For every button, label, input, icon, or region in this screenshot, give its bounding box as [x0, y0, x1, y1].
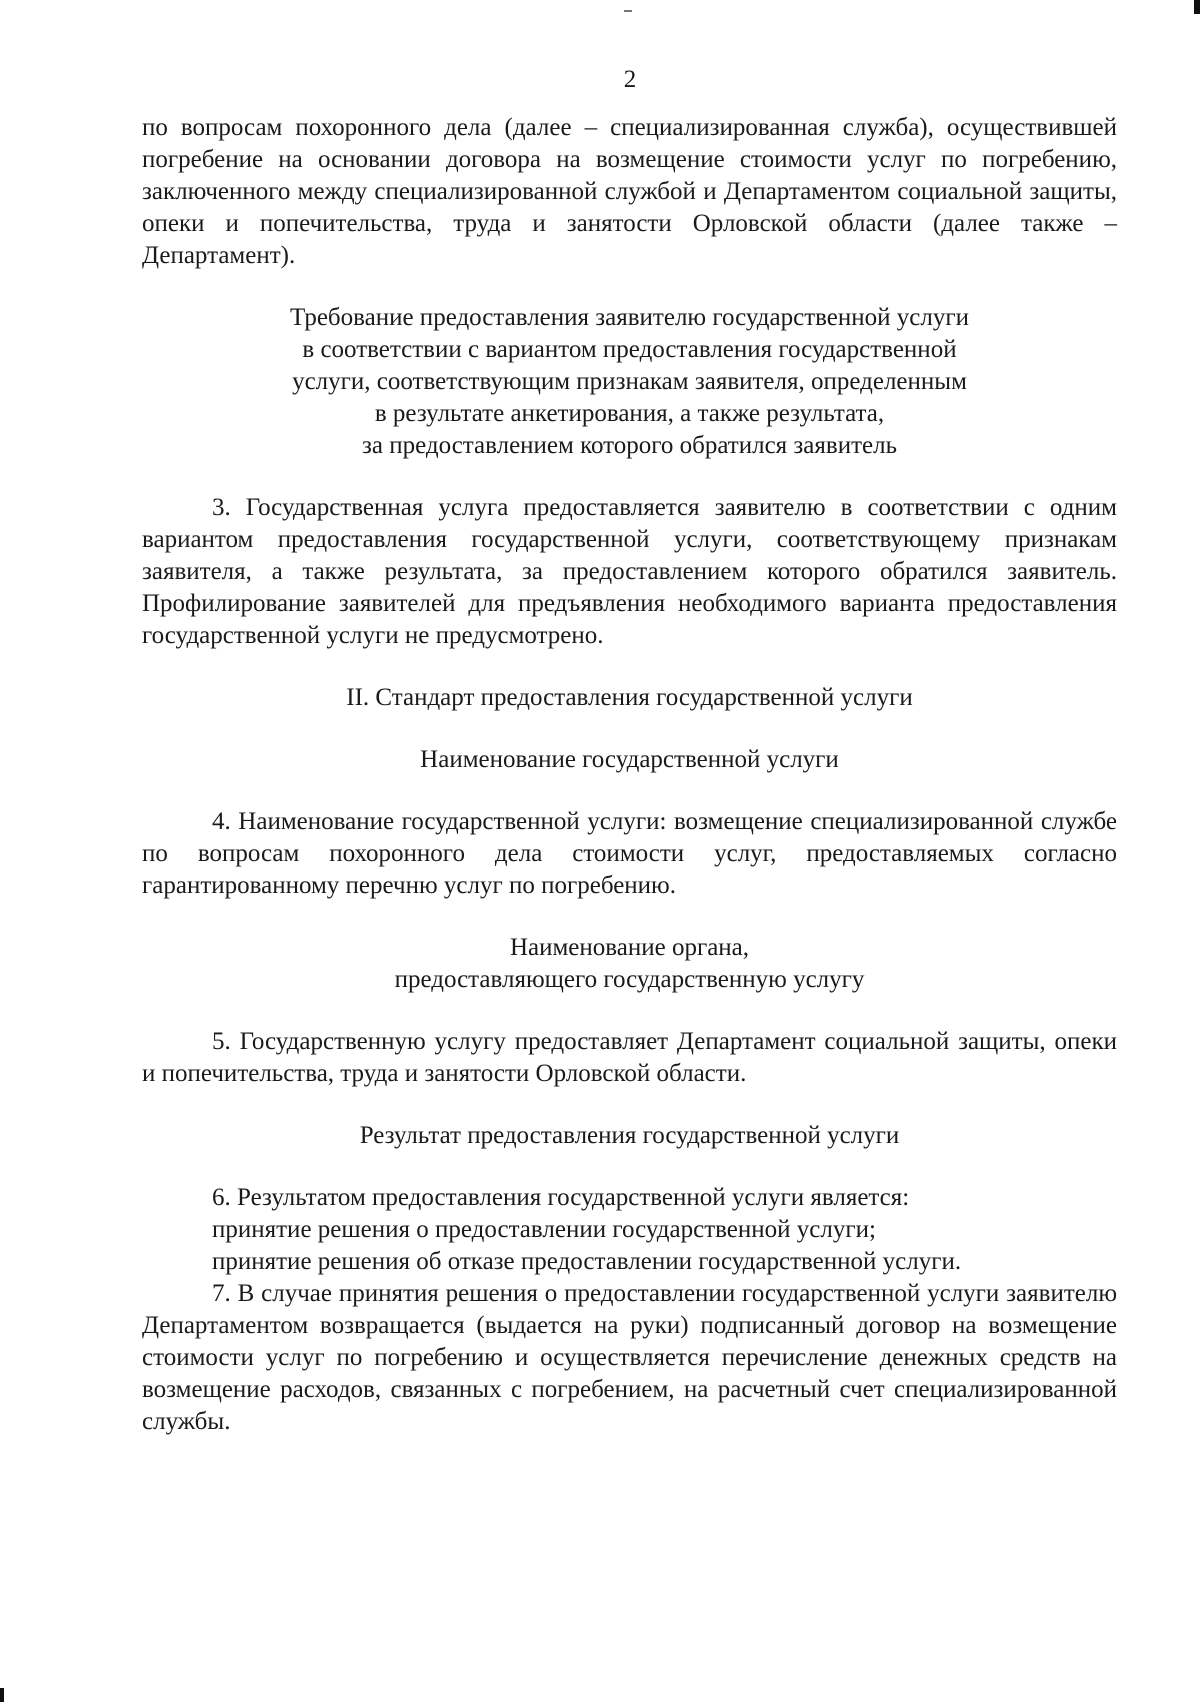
heading-line: Требование предоставления заявителю государственной услуги — [290, 304, 969, 331]
heading-line: за предоставлением которого обратился заявитель — [362, 432, 897, 459]
paragraph-6-item-2: принятие решения об отказе предоставлении государственной услуги. — [212, 1248, 962, 1275]
scan-artifact-top-right — [1194, 0, 1200, 14]
requirement-heading — [142, 302, 1117, 462]
paragraph-7: 7. В случае принятия решения о предоставлении государственной услуги заявителю Департаментом возвращается (выдается на руки) подписанный договор на возмещение стоимости услуг по погребению и осуществляется перечисление денежных средств на возмещение расходов, связанных с погребением, на расчетный счет специализированной службы. — [142, 1280, 1117, 1435]
result-heading: Результат предоставления государственной услуги — [359, 1122, 900, 1149]
paragraph-3: 3. Государственная услуга предоставляется заявителю в соответствии с одним вариантом предоставления государственной услуги, соответствующему признакам заявителя, а также результата, за предоставлением которого обратился заявитель. Профилирование заявителей для предъявления необходимого варианта предоставления государственной услуги не предусмотрено. — [142, 494, 1117, 649]
paragraph-5: 5. Государственную услугу предоставляет Департамент социальной защиты, опеки и попечительства, труда и занятости Орловской области. — [142, 1028, 1117, 1087]
heading-line: предоставляющего государственную услугу — [394, 966, 865, 993]
document-body — [142, 112, 1117, 1438]
service-name-heading: Наименование государственной услуги — [420, 746, 839, 773]
paragraph-6: 6. Результатом предоставления государственной услуги является: — [212, 1184, 910, 1211]
heading-line: в соответствии с вариантом предоставления государственной — [302, 336, 957, 363]
heading-line: Наименование органа, — [509, 934, 750, 961]
authority-name-heading — [142, 932, 1117, 996]
heading-line: услуги, соответствующим признакам заявителя, определенным — [292, 368, 967, 395]
paragraph-6-item-1: принятие решения о предоставлении государственной услуги; — [212, 1216, 876, 1243]
heading-line: в результате анкетирования, а также результата, — [374, 400, 885, 427]
scan-artifact-bottom-left — [0, 1688, 4, 1702]
section-2-heading: II. Стандарт предоставления государственной услуги — [346, 684, 913, 711]
intro-paragraph: по вопросам похоронного дела (далее – специализированная служба), осуществившей погребение на основании договора на возмещение стоимости услуг по погребению, заключенного между специализированной службой и Департаментом социальной защиты, опеки и попечительства, труда и занятости Орловской области (далее также – Департамент). — [142, 114, 1117, 269]
scan-artifact-top-center — [624, 10, 632, 12]
page-number: 2 — [623, 66, 637, 93]
paragraph-4: 4. Наименование государственной услуги: возмещение специализированной службе по вопросам похоронного дела стоимости услуг, предоставляемых согласно гарантированному перечню услуг по погребению. — [142, 808, 1117, 899]
